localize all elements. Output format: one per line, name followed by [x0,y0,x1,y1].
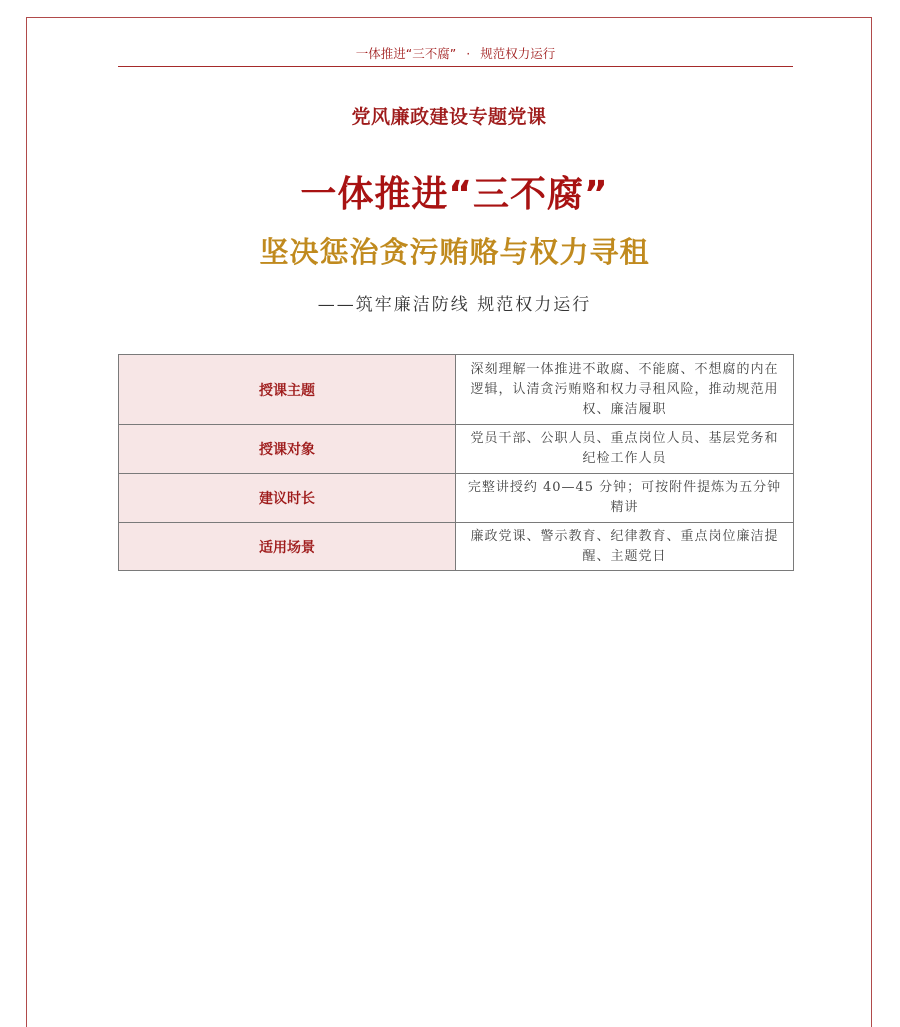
header-right-text: 规范权力运行 [480,46,556,61]
course-info-table [118,354,794,571]
course-subject: 党风廉政建设专题党课 [351,106,547,128]
table-row [119,425,794,474]
row-value: 党员干部、公职人员、重点岗位人员、基层党务和纪检工作人员 [456,425,794,474]
row-label: 适用场景 [119,523,456,571]
table-row [119,474,794,523]
table-row [119,355,794,425]
subtitle: 坚决惩治贪污贿赂与权力寻租 [259,235,650,269]
row-label: 授课主题 [119,355,456,425]
tagline: ——筑牢廉洁防线 规范权力运行 [317,295,592,315]
running-header [118,44,793,67]
header-left-text: 一体推进“三不腐” [355,46,457,61]
row-value: 廉政党课、警示教育、纪律教育、重点岗位廉洁提醒、主题党日 [456,523,794,571]
table-row [119,523,794,571]
main-title: 一体推进“三不腐” [300,174,609,215]
row-label: 授课对象 [119,425,456,474]
row-value: 深刻理解一体推进不敢腐、不能腐、不想腐的内在逻辑，认清贪污贿赂和权力寻租风险，推动规范用权、廉洁履职 [456,355,794,425]
header-separator: · [466,46,471,61]
row-label: 建议时长 [119,474,456,523]
document-page [26,17,872,1027]
row-value: 完整讲授约 40—45 分钟；可按附件提炼为五分钟精讲 [456,474,794,523]
